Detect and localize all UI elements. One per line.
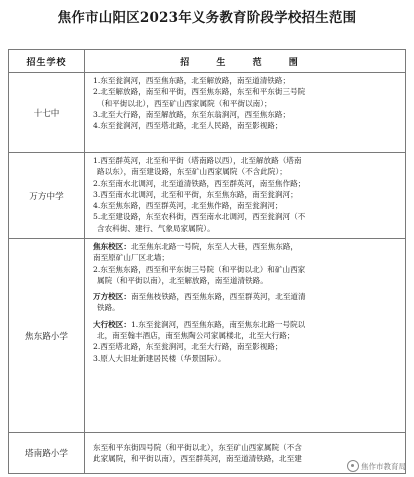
scope-line: 3.原人大旧址新建居民楼（华景国际）。 <box>93 353 226 363</box>
table-row <box>9 239 406 433</box>
header-scope: 招 生 范 围 <box>85 50 406 73</box>
table-row <box>9 433 406 474</box>
scope-line: 路以东），南至建设路，东至矿山西家属院（不含此院）； <box>97 167 287 177</box>
table-header-row <box>9 50 406 73</box>
scope-line: 4.东至焦东路，西至群英河，北至焦作路，南至瓮涧河； <box>93 201 283 211</box>
scope-line: 铁路。 <box>97 303 120 313</box>
scope-line: 1.东至瓮涧河，西至焦东路，北至解放路，南至道清铁路； <box>93 76 291 85</box>
scope-line: 南至原矿山厂区北墙； <box>93 253 169 263</box>
scope-line: 1.西至群英河，北至和平街（塔南路以西），北至解放路（塔南 <box>93 156 302 165</box>
scope-line: 北，南至翰丰酒店，南至焦陶公司家属楼北，北至大行路； <box>97 331 295 341</box>
scope-line: 5.北至建设路，东至农科街，西至南水北调河，西至瓮涧河（不 <box>93 212 306 222</box>
campus-line: 万方校区：南至焦枝铁路，西至焦东路，西至群英河，北至道清 <box>93 292 306 302</box>
scope-line: 此家属院，和平街以南），西至群英河，南至道清铁路，北至建 <box>93 454 302 463</box>
page-title: 焦作市山阳区2023年义务教育阶段学校招生范围 <box>57 10 357 26</box>
campus-title: 万方校区： <box>93 292 131 302</box>
school-name: 焦东路小学 <box>9 239 85 433</box>
scope-line: 3.西至南水北调河，北至和平街，东至焦东路，南至瓮涧河； <box>93 189 298 199</box>
table-row <box>9 153 406 239</box>
campus-title: 大行校区： <box>93 319 131 329</box>
scope-line: 2.西至塔北路，东至瓮涧河，北至大行路，南至影视路； <box>93 342 283 352</box>
enrollment-table <box>8 49 406 474</box>
scope-line: 含农科街、建行、气象局家属院）。 <box>97 223 215 233</box>
campus-line: 焦东校区：北至焦东北路一号院，东至人大巷，西至焦东路， <box>93 242 299 251</box>
scope-line: 2.东至焦东路，西至和平东街三号院（和平街以北）和矿山西家 <box>93 264 306 274</box>
scope-line: 3.北至大行路，南至解放路，东至东翁涧河，西至焦东路； <box>93 109 291 119</box>
campus-title: 焦东校区： <box>93 242 131 251</box>
campus-line: 大行校区：1.东至瓮涧河，西至焦东路，南至焦东北路一号院以 <box>93 319 306 329</box>
weibo-like-icon <box>347 460 359 472</box>
scope-cell <box>85 239 406 433</box>
scope-line: （和平街以北），西至矿山西家属院（和平街以南）； <box>97 98 272 108</box>
header-school: 招生学校 <box>9 50 85 73</box>
watermark-text: 焦作市教育局 <box>361 461 406 471</box>
scope-cell <box>85 153 406 239</box>
scope-line: 东至和平东街四号院（和平街以北），东至矿山西家属院（不含 <box>93 442 302 452</box>
scope-line: 2.东至南水北调河，北至道清铁路，西至群英河，南至焦作路； <box>93 178 306 188</box>
school-name: 万方中学 <box>9 153 85 239</box>
scope-line: 属院（和平街以南），北至解放路，南至道清铁路。 <box>97 275 268 285</box>
table-row <box>9 73 406 153</box>
watermark <box>347 460 406 472</box>
scope-line: 2.北至解放路，南至和平街，西至焦东路，东至和平东街三号院 <box>93 87 306 97</box>
school-name: 塔南路小学 <box>9 433 85 474</box>
school-name: 十七中 <box>9 73 85 153</box>
scope-line: 4.东至瓮涧河，西至塔北路，北至人民路，南至影视路； <box>93 121 283 131</box>
scope-cell <box>85 73 406 153</box>
